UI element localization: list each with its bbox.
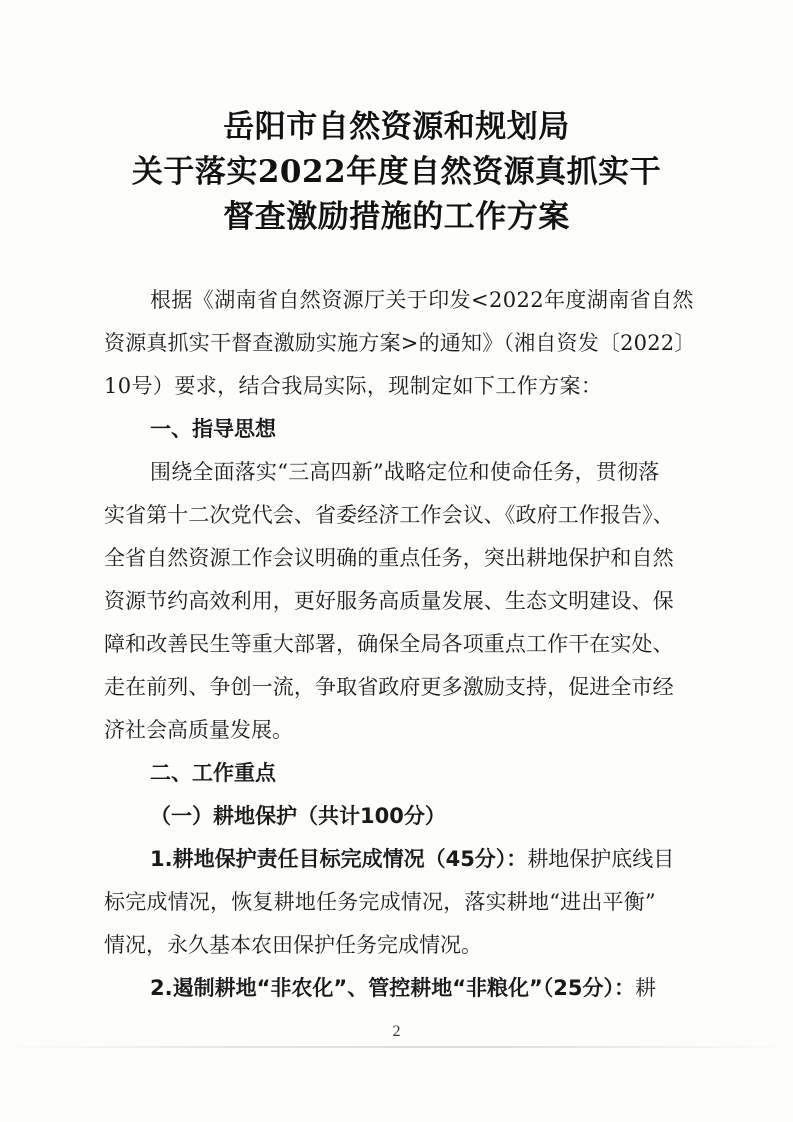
section-1-line-6: 走在前列、争创一流，争取省政府更多激励支持，促进全市经 bbox=[104, 675, 674, 699]
section-1-line-7: 济社会高质量发展。 bbox=[104, 718, 293, 742]
item-2-heading: 2.遏制耕地“非农化”、管控耕地“非粮化”（25分）： bbox=[150, 976, 636, 1000]
item-1-text-start: 耕地保护底线目 bbox=[527, 847, 675, 871]
subsection-1-heading: （一）耕地保护（共计100分） bbox=[150, 804, 446, 828]
intro-line-2: 资源真抓实干督查激励实施方案>的通知》（湘自资发〔2022〕 bbox=[104, 331, 696, 355]
section-1-line-2: 实省第十二次党代会、省委经济工作会议、《政府工作报告》、 bbox=[104, 503, 674, 527]
item-1-line-2: 标完成情况，恢复耕地任务完成情况，落实耕地“进出平衡” bbox=[104, 890, 656, 914]
item-2-text-start: 耕 bbox=[635, 976, 657, 1000]
page-number: 2 bbox=[392, 1023, 401, 1040]
item-1-heading: 1.耕地保护责任目标完成情况（45分）： bbox=[150, 847, 528, 871]
doc-title-line-3: 督查激励措施的工作方案 bbox=[223, 199, 570, 235]
section-1-line-5: 障和改善民生等重大部署，确保全局各项重点工作干在实处、 bbox=[104, 632, 674, 656]
doc-title-line-1: 岳阳市自然资源和规划局 bbox=[223, 109, 570, 145]
section-1-heading: 一、指导思想 bbox=[150, 417, 276, 441]
intro-line-3: 10号）要求，结合我局实际，现制定如下工作方案： bbox=[104, 374, 603, 398]
item-1-line-1 bbox=[150, 849, 674, 870]
item-2-line-1 bbox=[150, 978, 656, 999]
section-1-line-3: 全省自然资源工作会议明确的重点任务，突出耕地保护和自然 bbox=[104, 546, 674, 570]
item-1-line-3: 情况，永久基本农田保护任务完成情况。 bbox=[104, 933, 482, 957]
section-2-heading: 二、工作重点 bbox=[150, 761, 276, 785]
intro-line-1: 根据《湖南省自然资源厅关于印发<2022年度湖南省自然 bbox=[150, 288, 694, 312]
doc-title-line-2: 关于落实2022年度自然资源真抓实干 bbox=[131, 154, 662, 190]
section-1-line-4: 资源节约高效利用，更好服务高质量发展、生态文明建设、保 bbox=[104, 589, 674, 613]
scan-edge-line bbox=[0, 1046, 793, 1048]
section-1-line-1: 围绕全面落实“三高四新”战略定位和使命任务，贯彻落 bbox=[150, 460, 660, 484]
